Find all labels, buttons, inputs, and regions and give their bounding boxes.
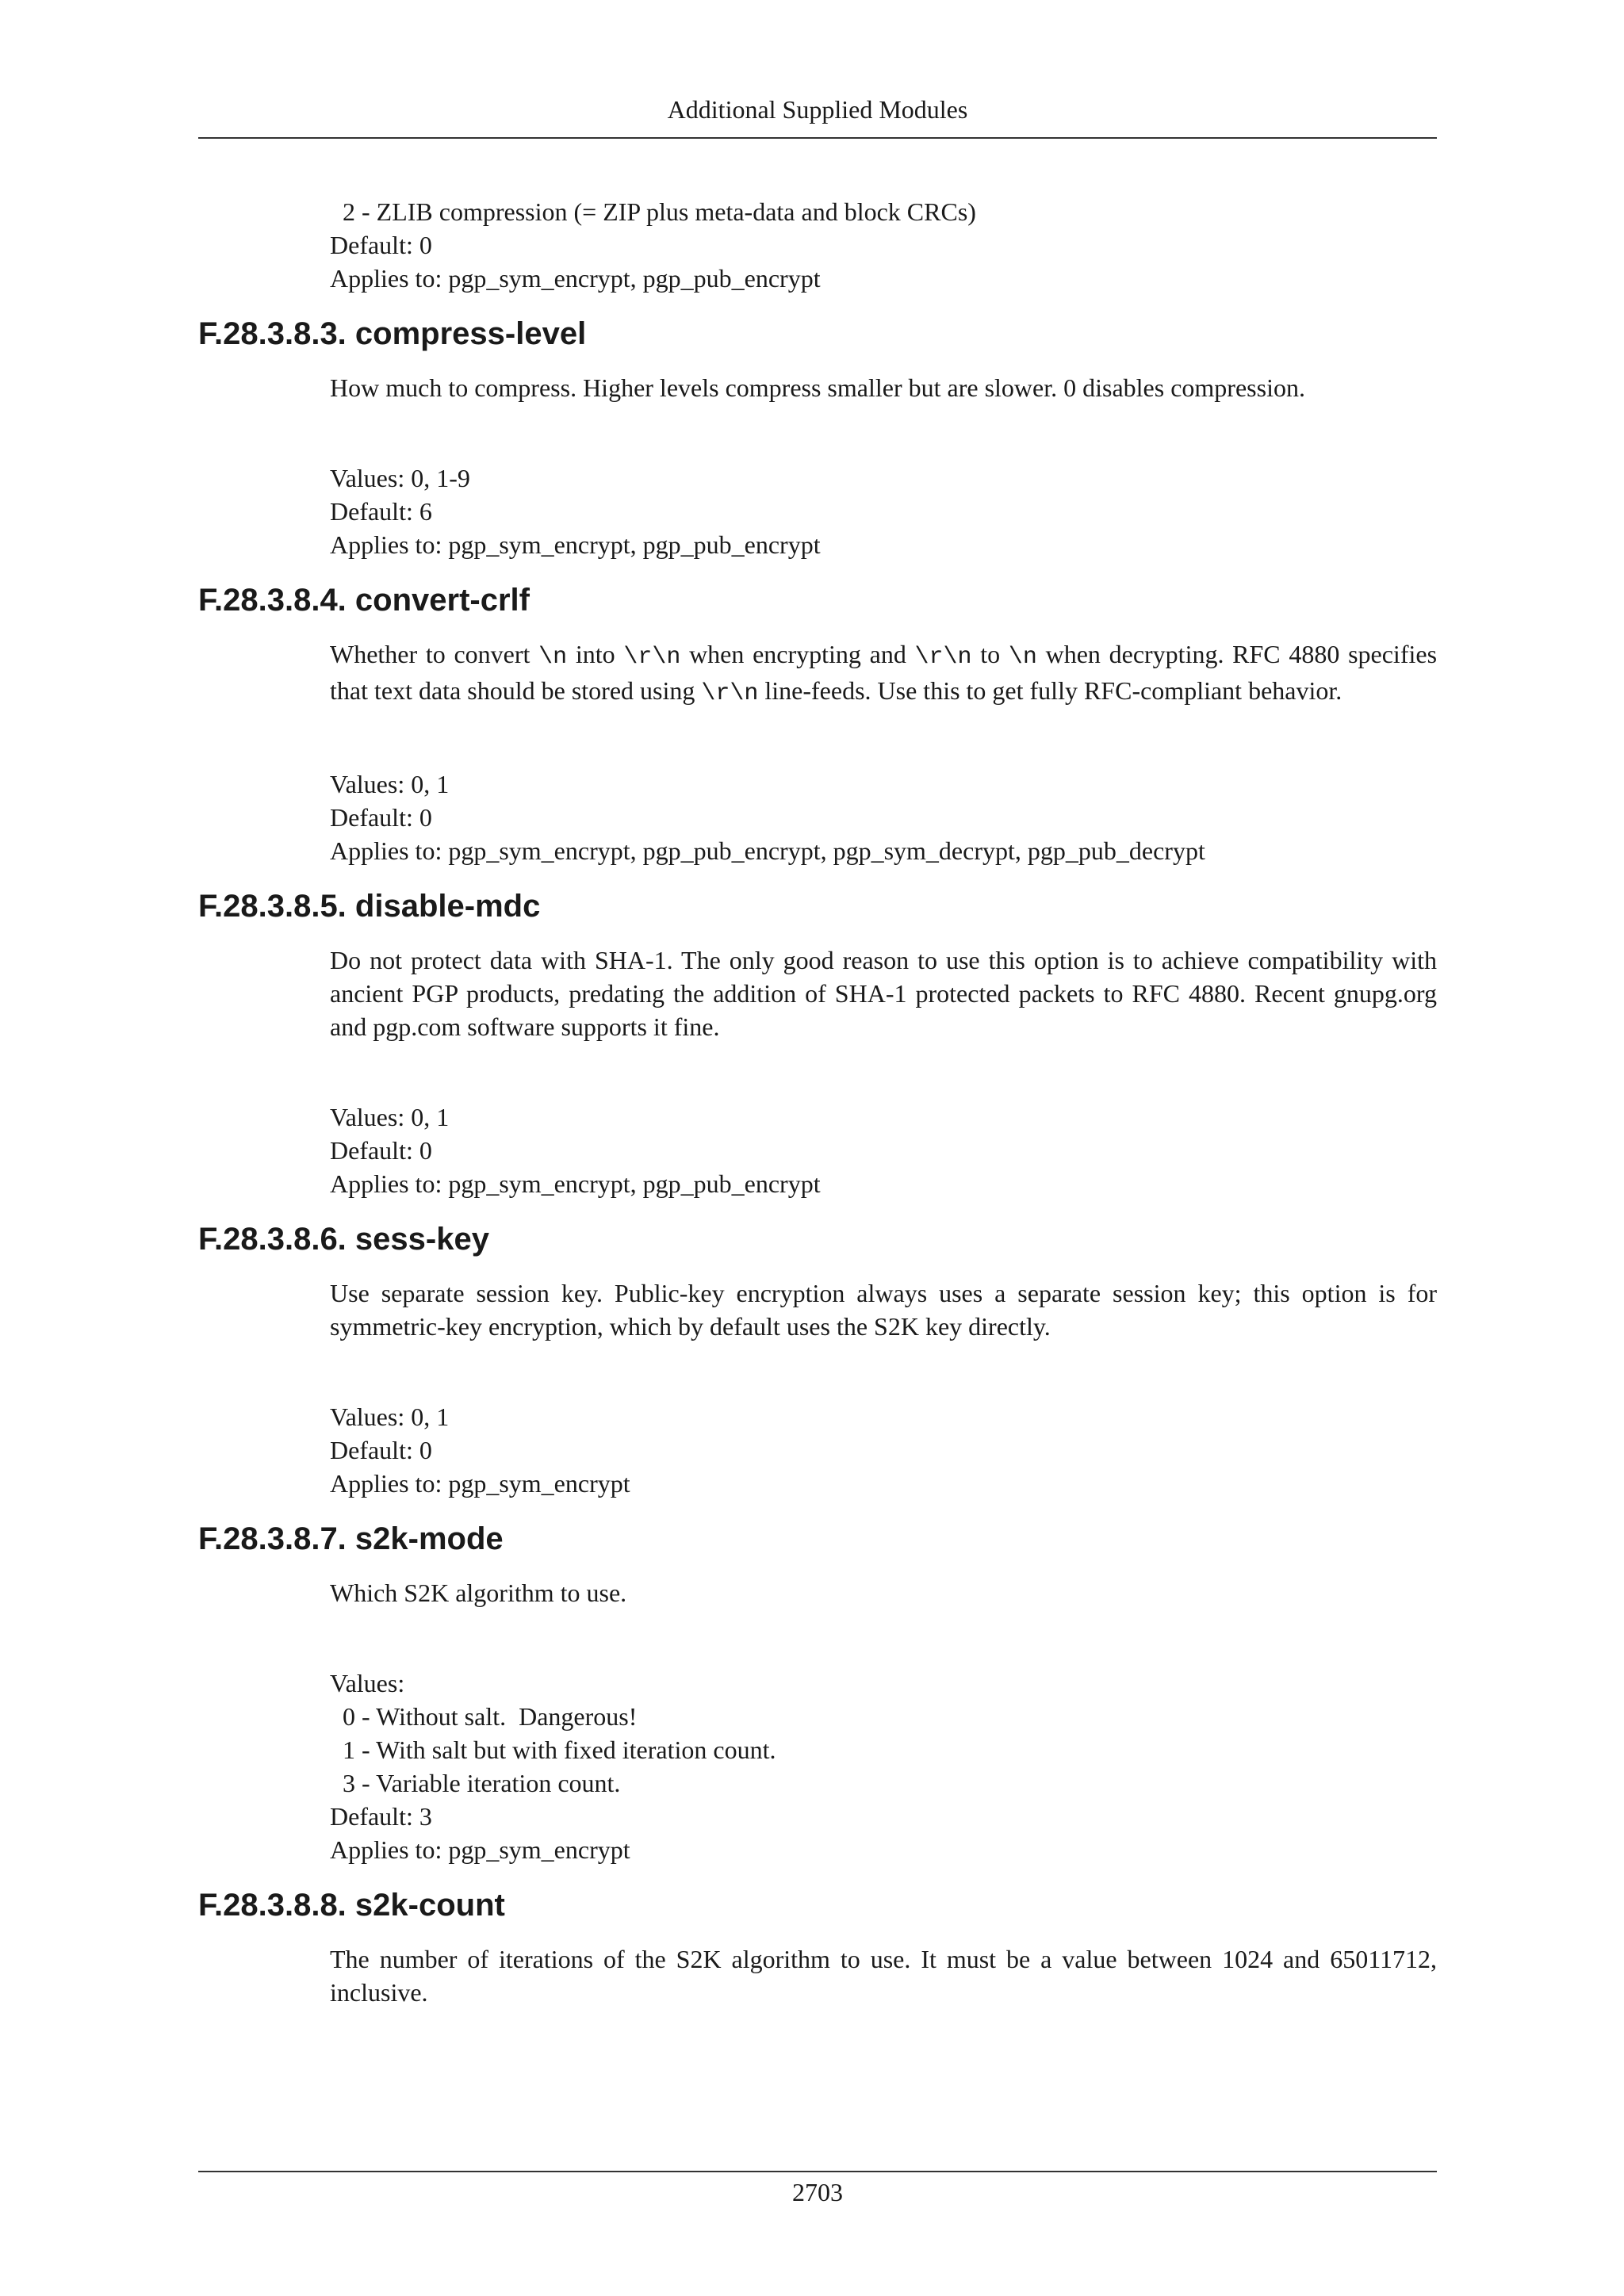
- code-literal: \n: [1008, 644, 1037, 671]
- code-literal: \r\n: [914, 644, 972, 671]
- section-details-disable-mdc: Values: 0, 1 Default: 0 Applies to: pgp_sym_encrypt, pgp_pub_encrypt: [330, 1103, 821, 1198]
- desc-text: line-feeds. Use this to get fully RFC-compliant behavior.: [758, 676, 1342, 705]
- page-number: 2703: [792, 2178, 843, 2206]
- footer-rule: [198, 2171, 1437, 2172]
- section-description-sess-key: Use separate session key. Public-key encryption always uses a separate session key; this option is for symmetric-key encryption, which by default uses the S2K key directly.: [330, 1279, 1437, 1341]
- desc-text: to: [971, 640, 1009, 668]
- code-literal: \n: [538, 644, 568, 671]
- section-heading-s2k-count: F.28.3.8.8. s2k-count: [198, 1888, 505, 1923]
- section-heading-s2k-mode: F.28.3.8.7. s2k-mode: [198, 1521, 504, 1556]
- section-details-compress-level: Values: 0, 1-9 Default: 6 Applies to: pgp_sym_encrypt, pgp_pub_encrypt: [330, 464, 821, 559]
- section-description-disable-mdc: Do not protect data with SHA-1. The only good reason to use this option is to achieve compatibility with ancient PGP products, predating the addition of SHA-1 protected packets to RFC 4880. Recent gnupg.org and pgp.com software supports it fine.: [330, 946, 1437, 1041]
- desc-text: into: [567, 640, 624, 668]
- section-details-convert-crlf: Values: 0, 1 Default: 0 Applies to: pgp_sym_encrypt, pgp_pub_encrypt, pgp_sym_decrypt, pgp_pub_decrypt: [330, 770, 1205, 865]
- code-literal: \r\n: [623, 644, 681, 671]
- page-content: [198, 195, 1437, 2009]
- section-description-s2k-count: The number of iterations of the S2K algorithm to use. It must be a value between 1024 and 65011712, inclusive.: [330, 1945, 1437, 2007]
- section-description-convert-crlf: [330, 637, 1437, 710]
- section-description-s2k-mode: Which S2K algorithm to use.: [330, 1578, 627, 1607]
- section-heading-compress-level: F.28.3.8.3. compress-level: [198, 316, 587, 351]
- desc-text: when encrypting and: [680, 640, 915, 668]
- desc-text: when decrypting. RFC 4880 specifies that text data should be stored using: [330, 640, 1438, 705]
- section-heading-convert-crlf: F.28.3.8.4. convert-crlf: [198, 583, 530, 618]
- intro-literal-block: 2 - ZLIB compression (= ZIP plus meta-data and block CRCs) Default: 0 Applies to: pgp_sym_encrypt, pgp_pub_encrypt: [330, 197, 976, 293]
- section-heading-disable-mdc: F.28.3.8.5. disable-mdc: [198, 889, 541, 924]
- code-literal: \r\n: [701, 680, 759, 707]
- section-heading-sess-key: F.28.3.8.6. sess-key: [198, 1222, 489, 1257]
- section-details-sess-key: Values: 0, 1 Default: 0 Applies to: pgp_sym_encrypt: [330, 1402, 630, 1498]
- running-header: Additional Supplied Modules: [667, 95, 968, 124]
- document-page: [198, 0, 1437, 2296]
- section-details-s2k-mode: Values: 0 - Without salt. Dangerous! 1 - With salt but with fixed iteration count. 3 - Variable iteration count. Default: 3 Applies to: pgp_sym_encrypt: [330, 1669, 776, 1864]
- header-rule: [198, 137, 1437, 139]
- desc-text: Whether to convert: [330, 640, 539, 668]
- section-description-compress-level: How much to compress. Higher levels compress smaller but are slower. 0 disables compression.: [330, 373, 1305, 402]
